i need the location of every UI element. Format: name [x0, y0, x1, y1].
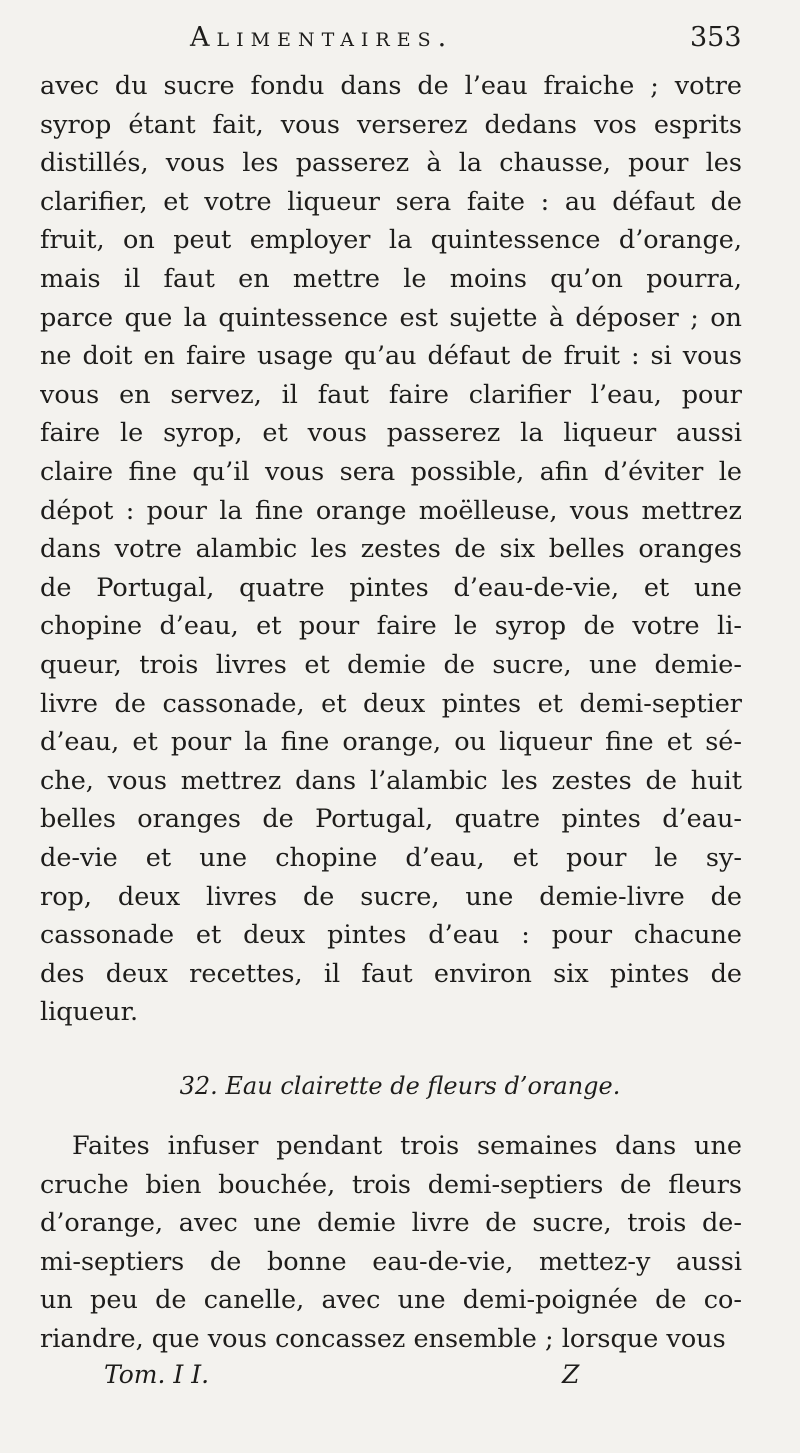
- running-title: Alimentaires.: [190, 22, 454, 53]
- text-line: cassonade et deux pintes d’eau : pour chacune: [40, 920, 742, 951]
- text-line: riandre, que vous concassez ensemble ; lorsque vous: [40, 1324, 726, 1354]
- text-line: dans votre alambic les zestes de six belles oranges: [40, 534, 742, 565]
- text-line: cruche bien bouchée, trois demi-septiers de fleurs: [40, 1169, 742, 1200]
- text-line: un peu de canelle, avec une demi-poignée de co-: [40, 1285, 742, 1316]
- text-line: de-vie et une chopine d’eau, et pour le sy-: [40, 843, 742, 873]
- text-line: livre de cassonade, et deux pintes et demi-septier: [40, 688, 742, 719]
- text-line: chopine d’eau, et pour faire le syrop de votre li-: [40, 611, 742, 642]
- volume-signature: Tom. I I.: [104, 1360, 210, 1389]
- page-header: [0, 22, 800, 62]
- text-line: che, vous mettrez dans l’alambic les zestes de huit: [40, 765, 742, 796]
- text-line: d’orange, avec une demie livre de sucre, trois de-: [40, 1208, 742, 1239]
- text-line: clarifier, et votre liqueur sera faite : au défaut de: [40, 186, 742, 217]
- text-line: Faites infuser pendant trois semaines dans une: [72, 1131, 742, 1161]
- text-line: fruit, on peut employer la quintessence d’orange,: [40, 225, 742, 256]
- text-line: parce que la quintessence est sujette à déposer ; on: [40, 302, 742, 333]
- text-line: mais il faut en mettre le moins qu’on pourra,: [40, 264, 742, 294]
- text-line: d’eau, et pour la fine orange, ou liqueur fine et sé-: [40, 727, 742, 758]
- text-line: belles oranges de Portugal, quatre pintes d’eau-: [40, 804, 742, 835]
- text-line: rop, deux livres de sucre, une demie-livre de: [40, 881, 742, 912]
- text-line: de Portugal, quatre pintes d’eau-de-vie, et une: [40, 572, 742, 603]
- gathering-signature: Z: [562, 1360, 580, 1389]
- page-footer: [0, 1360, 800, 1396]
- text-line: mi-septiers de bonne eau-de-vie, mettez-y aussi: [40, 1246, 742, 1277]
- text-line: faire le syrop, et vous passerez la liqueur aussi: [40, 418, 742, 449]
- text-line: avec du sucre fondu dans de l’eau fraiche ; votre: [40, 71, 742, 101]
- section-heading: 32. Eau clairette de fleurs d’orange.: [179, 1072, 621, 1100]
- text-line: syrop étant fait, vous verserez dedans vos esprits: [40, 109, 742, 140]
- text-line: queur, trois livres et demie de sucre, une demie-: [40, 650, 742, 680]
- text-line: distillés, vous les passerez à la chausse, pour les: [40, 148, 742, 179]
- text-line: claire fine qu’il vous sera possible, afin d’éviter le: [40, 457, 742, 487]
- text-line: dépot : pour la fine orange moëlleuse, vous mettrez: [40, 495, 742, 526]
- text-line: des deux recettes, il faut environ six pintes de: [40, 958, 742, 989]
- text-line: vous en servez, il faut faire clarifier l’eau, pour: [40, 379, 742, 410]
- text-line: liqueur.: [40, 997, 139, 1028]
- text-line: ne doit en faire usage qu’au défaut de fruit : si vous: [40, 341, 742, 372]
- page-number: 353: [690, 22, 742, 53]
